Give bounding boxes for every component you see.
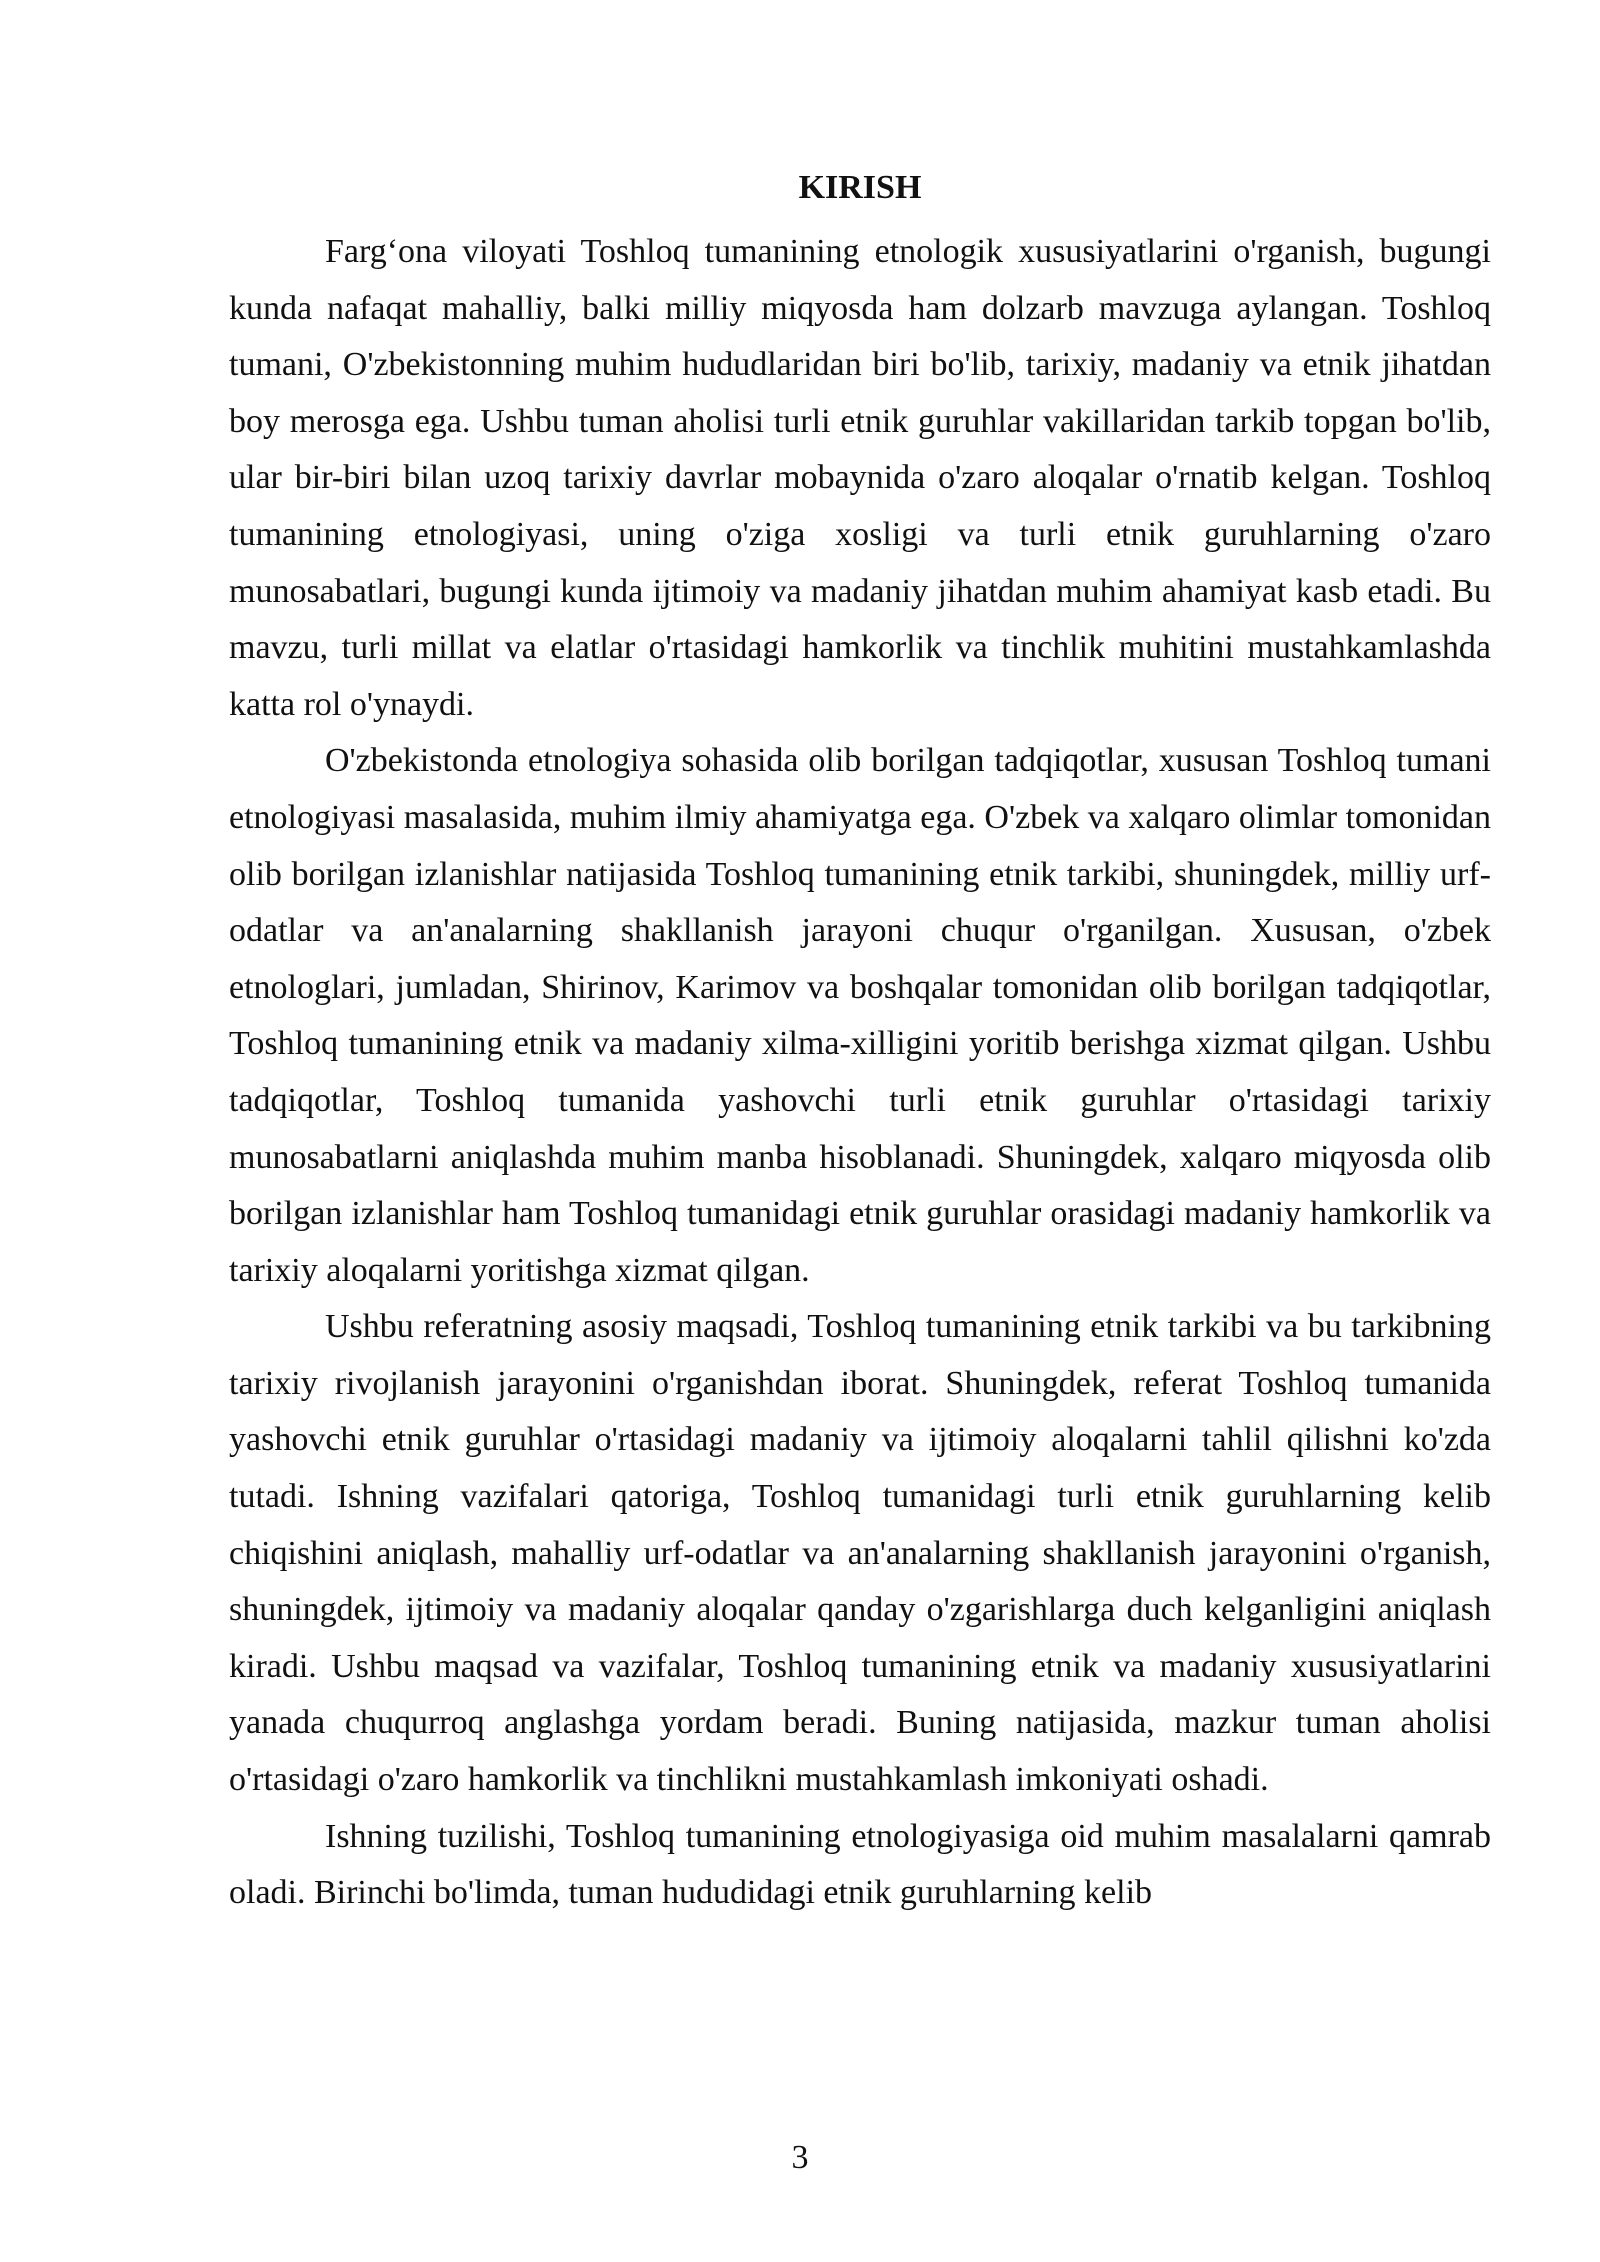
paragraph-4: Ishning tuzilishi, Toshloq tumanining etnologiyasiga oid muhim masalalarni qamrab oladi. Birinchi bo'limda, tuman hududidagi etnik guruhlarning kelib [229,1817,1491,1912]
page-body [229,160,1491,1922]
section-title: KIRISH [798,169,922,206]
paragraph-1: Farg‘ona viloyati Toshloq tumanining etnologik xususiyatlarini o'rganish, bugungi kunda nafaqat mahalliy, balki milliy miqyosda ham dolzarb mavzuga aylangan. Toshloq tumani, O'zbekistonning muhim hududlaridan biri bo'lib, tarixiy, madaniy va etnik jihatdan boy merosga ega. Ushbu tuman aholisi turli etnik guruhlar vakillaridan tarkib topgan bo'lib, ular bir-biri bilan uzoq tarixiy davrlar mobaynida o'zaro aloqalar o'rnatib kelgan. Toshloq tumanining etnologiyasi, uning o'ziga xosligi va turli etnik guruhlarning o'zaro munosabatlari, bugungi kunda ijtimoiy va madaniy jihatdan muhim ahamiyat kasb etadi. Bu mavzu, turli millat va elatlar o'rtasidagi hamkorlik va tinchlik muhitini mustahkamlashda katta rol o'ynaydi. [229,233,1491,723]
page-number: 3 [791,2139,809,2176]
paragraph-3: Ushbu referatning asosiy maqsadi, Toshloq tumanining etnik tarkibi va bu tarkibning tarixiy rivojlanish jarayonini o'rganishdan iborat. Shuningdek, referat Toshloq tumanida yashovchi etnik guruhlar o'rtasidagi madaniy va ijtimoiy aloqalarni tahlil qilishni ko'zda tutadi. Ishning vazifalari qatoriga, Toshloq tumanidagi turli etnik guruhlarning kelib chiqishini aniqlash, mahalliy urf-odatlar va an'analarning shakllanish jarayonini o'rganish, shuningdek, ijtimoiy va madaniy aloqalar qanday o'zgarishlarga duch kelganligini aniqlash kiradi. Ushbu maqsad va vazifalar, Toshloq tumanining etnik va madaniy xususiyatlarini yanada chuqurroq anglashga yordam beradi. Buning natijasida, mazkur tuman aholisi o'rtasidagi o'zaro hamkorlik va tinchlikni mustahkamlash imkoniyati oshadi. [229,1308,1491,1799]
paragraph-2: O'zbekistonda etnologiya sohasida olib borilgan tadqiqotlar, xususan Toshloq tumani etnologiyasi masalasida, muhim ilmiy ahamiyatga ega. O'zbek va xalqaro olimlar tomonidan olib borilgan izlanishlar natijasida Toshloq tumanining etnik tarkibi, shuningdek, milliy urf-odatlar va an'analarning shakllanish jarayoni chuqur o'rganilgan. Xususan, o'zbek etnologlari, jumladan, Shirinov, Karimov va boshqalar tomonidan olib borilgan tadqiqotlar, Toshloq tumanining etnik va madaniy xilma-xilligini yoritib berishga xizmat qilgan. Ushbu tadqiqotlar, Toshloq tumanida yashovchi turli etnik guruhlar o'rtasidagi tarixiy munosabatlarni aniqlashda muhim manba hisoblanadi. Shuningdek, xalqaro miqyosda olib borilgan izlanishlar ham Toshloq tumanidagi etnik guruhlar orasidagi madaniy hamkorlik va tarixiy aloqalarni yoritishga xizmat qilgan. [229,742,1491,1289]
